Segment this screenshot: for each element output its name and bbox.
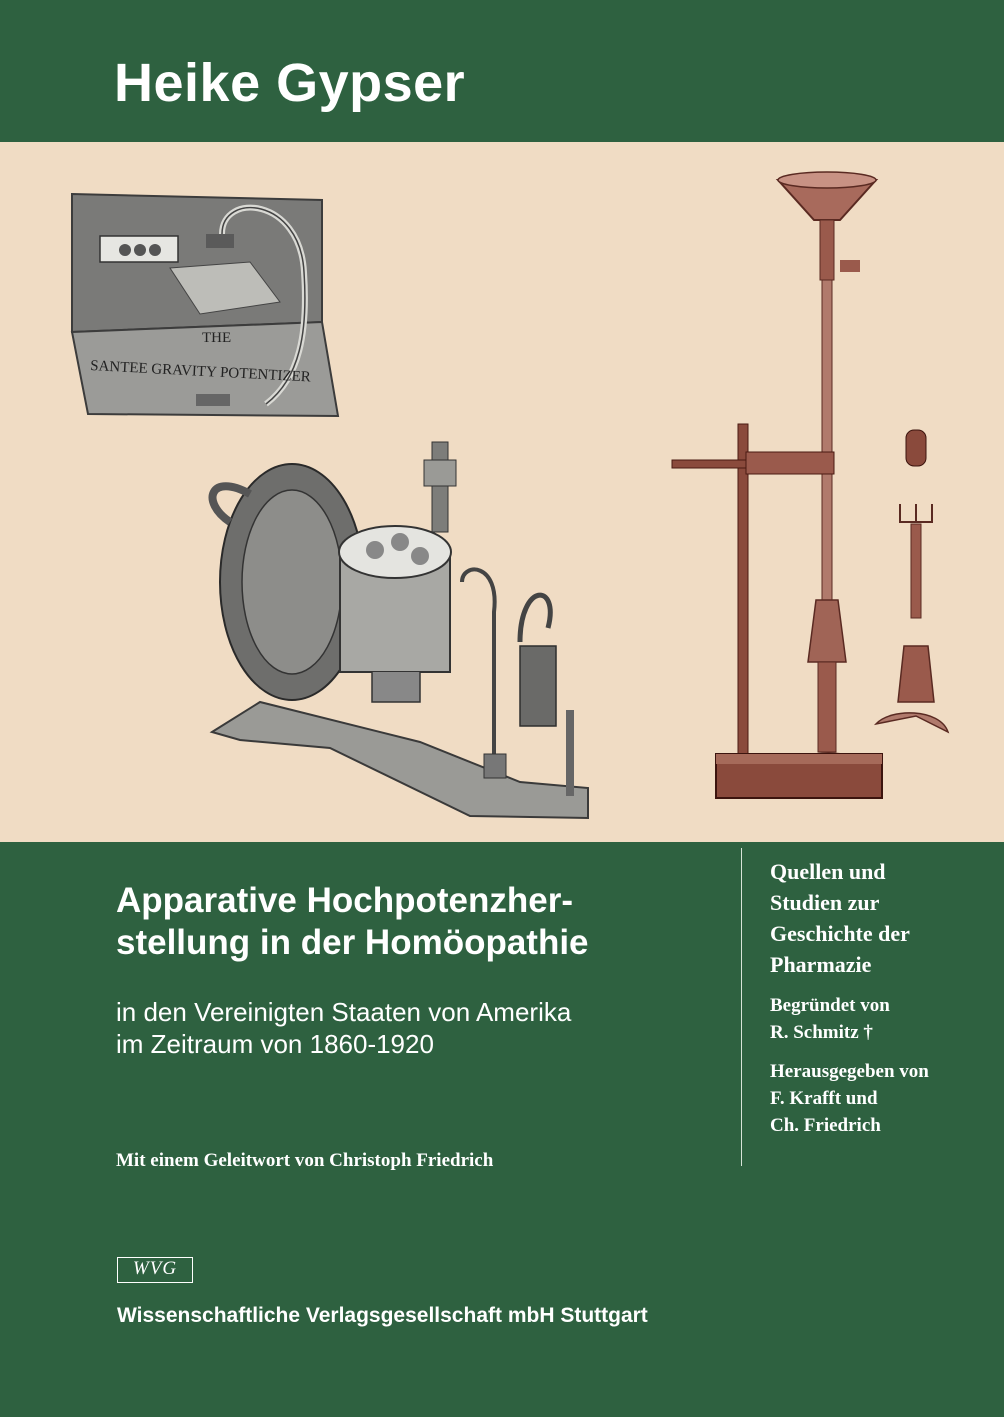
series-info [770, 856, 990, 1139]
series-editors [770, 1058, 990, 1139]
publisher-logo: WVG [117, 1257, 193, 1283]
box-label-bottom: SANTEE GRAVITY POTENTIZER [89, 358, 312, 386]
book-title-line: Apparative Hochpotenzher- [116, 881, 573, 920]
series-founder-line: Begründet von [770, 995, 890, 1016]
book-title [116, 880, 736, 964]
series-editors-line: Herausgegeben von [770, 1061, 929, 1082]
gravity-potentizer-drawing [72, 194, 338, 416]
potentizing-machine-drawing [212, 442, 588, 818]
series-title-line: Geschichte der [770, 921, 910, 946]
book-subtitle-line: in den Vereinigten Staaten von Amerika [116, 997, 572, 1027]
cover-illustration [0, 142, 1004, 842]
book-title-line: stellung in der Homöopathie [116, 923, 589, 962]
publisher-name: Wissenschaftliche Verlagsgesellschaft mbH Stuttgart [117, 1304, 648, 1327]
foreword-credit: Mit einem Geleitwort von Christoph Friedrich [116, 1150, 494, 1171]
series-title-line: Studien zur [770, 890, 880, 915]
author-name: Heike Gypser [114, 53, 466, 113]
book-subtitle [116, 996, 716, 1060]
series-founder [770, 992, 990, 1046]
column-divider [741, 848, 742, 1166]
funnel-stand-drawing [672, 172, 948, 798]
book-subtitle-line: im Zeitraum von 1860-1920 [116, 1029, 434, 1059]
engraving-artwork [0, 142, 1004, 842]
series-title-line: Quellen und [770, 859, 886, 884]
series-title [770, 856, 990, 980]
series-editors-line: F. Krafft und [770, 1088, 878, 1109]
box-label-top: THE [202, 330, 232, 346]
series-title-line: Pharmazie [770, 952, 872, 977]
series-editors-line: Ch. Friedrich [770, 1115, 881, 1136]
series-founder-line: R. Schmitz † [770, 1022, 873, 1043]
